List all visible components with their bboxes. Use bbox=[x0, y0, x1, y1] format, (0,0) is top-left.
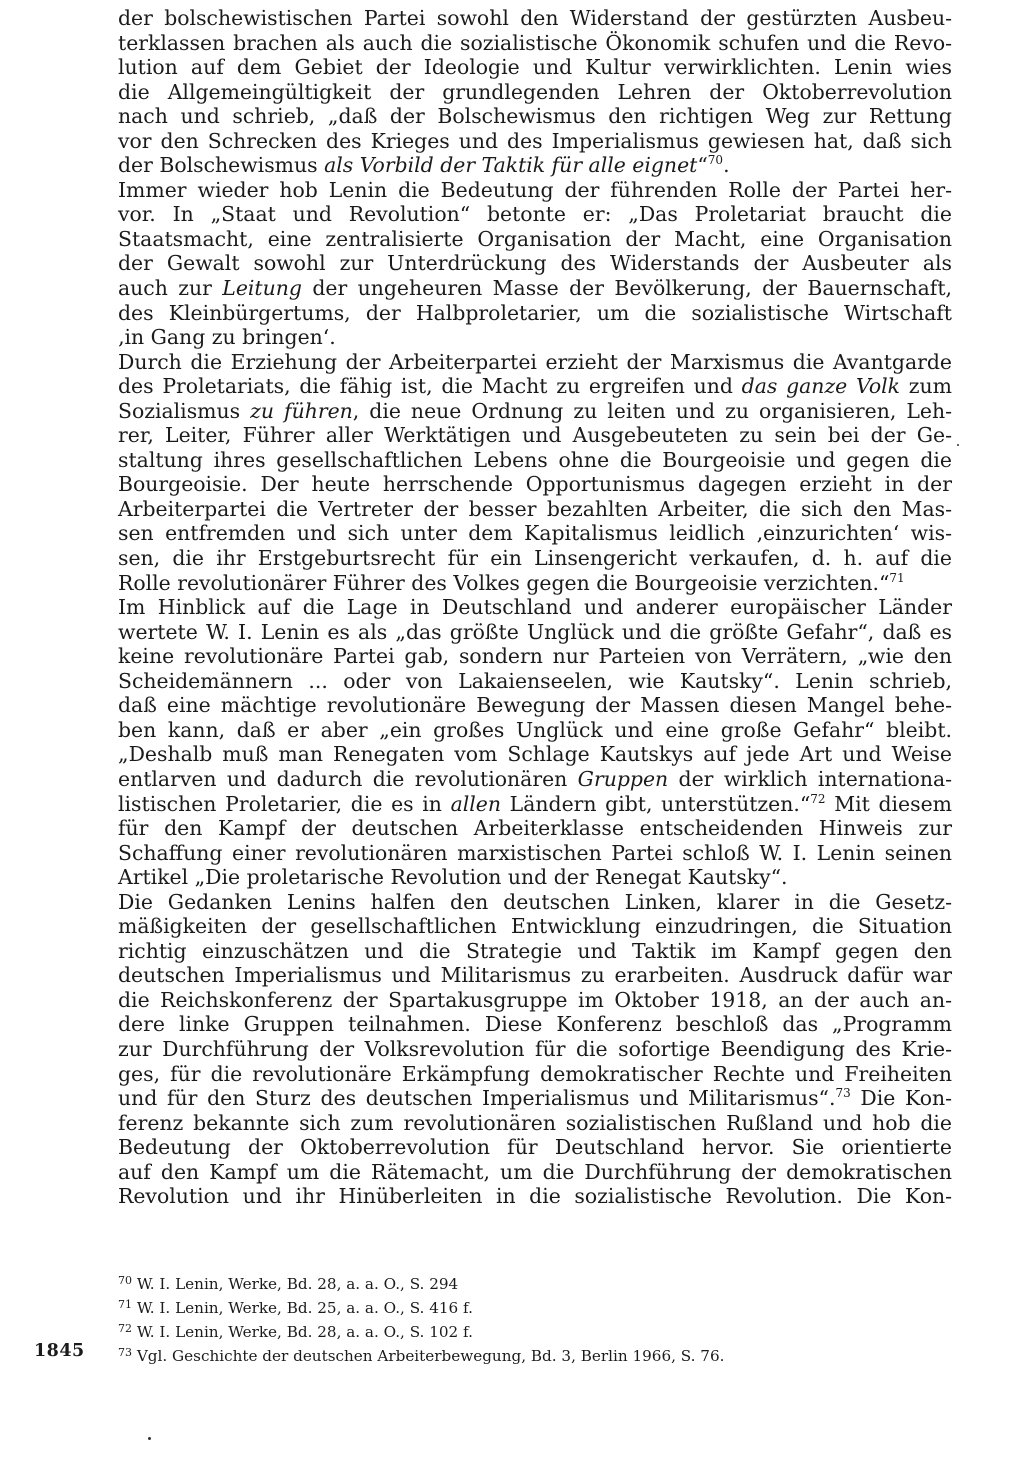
text-line bbox=[118, 571, 952, 596]
footnote-text: W. I. Lenin, Werke, Bd. 28, a. a. O., S. 294 bbox=[136, 1275, 459, 1293]
text-line bbox=[118, 595, 952, 620]
text-line bbox=[118, 620, 952, 645]
text-run: Die Kon- bbox=[850, 1086, 952, 1111]
text-run: vor den Schrecken des Krieges und des Imperialismus gewiesen hat, daß sich bbox=[118, 128, 952, 153]
text-line bbox=[118, 914, 952, 939]
text-line bbox=[118, 792, 952, 817]
footnote-reference: 70 bbox=[707, 153, 724, 168]
text-line bbox=[118, 693, 952, 718]
footnote-number: 71 bbox=[118, 1298, 132, 1311]
page-number: 1845 bbox=[34, 1341, 85, 1361]
text-run: keine revolutionäre Partei gab, sondern nur Parteien von Verrätern, „wie den bbox=[118, 644, 952, 669]
emphasis-text: Gruppen bbox=[577, 766, 669, 791]
text-line bbox=[118, 178, 952, 203]
footnotes bbox=[118, 1272, 958, 1368]
footnote-reference: 73 bbox=[835, 1086, 851, 1101]
emphasis-text: allen bbox=[450, 791, 502, 816]
text-run: vor. In „Staat und Revolution“ betonte er: „Das Proletariat braucht die bbox=[118, 202, 952, 227]
text-run: der Bolschewismus bbox=[118, 153, 325, 178]
text-line bbox=[118, 1111, 952, 1136]
text-run: Im Hinblick auf die Lage in Deutschland und anderer europäischer Länder bbox=[118, 595, 952, 620]
footnote-number: 72 bbox=[118, 1322, 132, 1335]
text-line bbox=[118, 448, 952, 473]
text-run: des Kleinbürgertums, der Halbproletarier, um die sozialistische Wirtschaft bbox=[118, 300, 952, 325]
text-run: ‚in Gang zu bringen‘. bbox=[118, 325, 336, 350]
text-run: deutschen Imperialismus und Militarismus zu erarbeiten. Ausdruck dafür war bbox=[118, 963, 952, 988]
text-run: sen entfremden und sich unter dem Kapitalismus leidlich ‚einzurichten‘ wis- bbox=[118, 521, 952, 546]
text-run: nach und schrieb, „daß der Bolschewismus den richtigen Weg zur Rettung bbox=[118, 104, 952, 129]
text-line bbox=[118, 276, 952, 301]
text-run: mäßigkeiten der gesellschaftlichen Entwicklung einzudringen, die Situation bbox=[118, 914, 952, 939]
text-run: Durch die Erziehung der Arbeiterpartei erzieht der Marxismus die Avantgarde bbox=[118, 349, 952, 374]
text-run: zur Durchführung der Volksrevolution für die sofortige Beendigung des Krie- bbox=[118, 1036, 952, 1061]
text-line bbox=[118, 399, 952, 424]
text-run: des Proletariats, die fähig ist, die Macht zu ergreifen und bbox=[118, 374, 742, 399]
text-line bbox=[118, 31, 952, 56]
text-line bbox=[118, 939, 952, 964]
text-line bbox=[118, 350, 952, 375]
text-run: . bbox=[723, 153, 730, 178]
text-run: der Gewalt sowohl zur Unterdrückung des Widerstands der Ausbeuter als bbox=[118, 251, 952, 276]
text-line bbox=[118, 890, 952, 915]
text-run: auch zur bbox=[118, 276, 223, 301]
text-line bbox=[118, 1037, 952, 1062]
text-run: Sozialismus bbox=[118, 398, 251, 423]
footnote-text: W. I. Lenin, Werke, Bd. 28, a. a. O., S. 102 f. bbox=[136, 1323, 473, 1341]
text-line bbox=[118, 6, 952, 31]
text-line bbox=[118, 497, 952, 522]
text-run: „Deshalb muß man Renegaten vom Schlage Kautskys auf jede Art und Weise bbox=[118, 742, 952, 767]
text-line bbox=[118, 521, 952, 546]
text-run: Ländern gibt, unterstützen.“ bbox=[501, 791, 811, 816]
text-run: ges, für die revolutionäre Erkämpfung demokratischer Rechte und Freiheiten bbox=[118, 1061, 952, 1086]
text-run: Mit diesem bbox=[825, 791, 952, 816]
emphasis-text: zu führen bbox=[250, 398, 353, 423]
footnote-number: 70 bbox=[118, 1274, 132, 1287]
footnote bbox=[118, 1320, 958, 1344]
text-line bbox=[118, 423, 952, 448]
text-run: Rolle revolutionärer Führer des Volkes gegen die Bourgeoisie verzichten.“ bbox=[118, 570, 890, 595]
text-run: ben kann, daß er aber „ein großes Unglück und eine große Gefahr“ bleibt. bbox=[118, 717, 952, 742]
text-run: der bolschewistischen Partei sowohl den Widerstand der gestürzten Ausbeu- bbox=[118, 6, 952, 30]
text-line bbox=[118, 718, 952, 743]
text-line bbox=[118, 1160, 952, 1185]
text-line bbox=[118, 374, 952, 399]
text-line bbox=[118, 767, 952, 792]
text-run: daß eine mächtige revolutionäre Bewegung der Massen diesen Mangel behe- bbox=[118, 693, 952, 718]
text-line bbox=[118, 325, 952, 350]
text-run: listischen Proletarier, die es in bbox=[118, 791, 451, 816]
print-speck bbox=[148, 1437, 151, 1440]
emphasis-text: als Vorbild der Taktik für alle eignet bbox=[324, 153, 698, 178]
text-run: ferenz bekannte sich zum revolutionären sozialistischen Rußland und hob die bbox=[118, 1110, 952, 1135]
text-line bbox=[118, 104, 952, 129]
text-run: staltung ihres gesellschaftlichen Lebens ohne die Bourgeoisie und gegen die bbox=[118, 447, 952, 472]
emphasis-text: das ganze Volk bbox=[741, 374, 901, 399]
text-line bbox=[118, 1184, 952, 1209]
text-run: Staatsmacht, eine zentralisierte Organisation der Macht, eine Organisation bbox=[118, 226, 952, 251]
text-run: der wirklich internationa- bbox=[668, 766, 953, 791]
text-run: zum bbox=[900, 374, 952, 399]
footnote-text: Vgl. Geschichte der deutschen Arbeiterbewegung, Bd. 3, Berlin 1966, S. 76. bbox=[136, 1347, 725, 1365]
text-run: Die Gedanken Lenins halfen den deutschen Linken, klarer in die Gesetz- bbox=[118, 889, 952, 914]
text-run: die Allgemeingültigkeit der grundlegenden Lehren der Oktoberrevolution bbox=[118, 79, 952, 104]
footnote-text: W. I. Lenin, Werke, Bd. 25, a. a. O., S. 416 f. bbox=[136, 1299, 473, 1317]
text-line bbox=[118, 55, 952, 80]
text-run: , die neue Ordnung zu leiten und zu organisieren, Leh- bbox=[352, 398, 952, 423]
text-run: Bedeutung der Oktoberrevolution für Deutschland hervor. Sie orientierte bbox=[118, 1135, 952, 1160]
text-line bbox=[118, 742, 952, 767]
print-speck bbox=[957, 444, 959, 446]
text-line bbox=[118, 227, 952, 252]
text-line bbox=[118, 301, 952, 326]
text-line bbox=[118, 816, 952, 841]
text-run: der ungeheuren Masse der Bevölkerung, der Bauernschaft, bbox=[301, 276, 952, 301]
text-run: richtig einzuschätzen und die Strategie und Taktik im Kampf gegen den bbox=[118, 938, 952, 963]
text-line bbox=[118, 472, 952, 497]
text-run: Scheidemännern ... oder von Lakaienseelen, wie Kautsky“. Lenin schrieb, bbox=[118, 668, 952, 693]
text-run: Bourgeoisie. Der heute herrschende Opportunismus dagegen erzieht in der bbox=[118, 472, 952, 497]
text-run: dere linke Gruppen teilnahmen. Diese Konferenz beschloß das „Programm bbox=[118, 1012, 952, 1037]
text-line bbox=[118, 963, 952, 988]
text-run: rer, Leiter, Führer aller Werktätigen und Ausgebeuteten zu sein bei der Ge- bbox=[118, 423, 952, 448]
emphasis-text: Leitung bbox=[222, 276, 302, 301]
text-line bbox=[118, 129, 952, 154]
text-line bbox=[118, 251, 952, 276]
footnote bbox=[118, 1272, 958, 1296]
text-run: Schaffung einer revolutionären marxistischen Partei schloß W. I. Lenin seinen bbox=[118, 840, 952, 865]
text-line bbox=[118, 865, 952, 890]
text-line bbox=[118, 1012, 952, 1037]
text-run: Immer wieder hob Lenin die Bedeutung der führenden Rolle der Partei her- bbox=[118, 177, 952, 202]
text-run: die Reichskonferenz der Spartakusgruppe im Oktober 1918, an der auch an- bbox=[118, 987, 952, 1012]
footnote-reference: 72 bbox=[810, 791, 826, 806]
body-text bbox=[118, 6, 952, 1209]
text-line bbox=[118, 153, 952, 178]
text-line bbox=[118, 841, 952, 866]
footnote-number: 73 bbox=[118, 1346, 132, 1359]
text-run: wertete W. I. Lenin es als „das größte Unglück und die größte Gefahr“, daß es bbox=[118, 619, 952, 644]
text-run: “ bbox=[697, 153, 708, 178]
text-line bbox=[118, 546, 952, 571]
text-line bbox=[118, 669, 952, 694]
text-run: Arbeiterpartei die Vertreter der besser bezahlten Arbeiter, die sich den Mas- bbox=[118, 496, 952, 521]
text-line bbox=[118, 1135, 952, 1160]
text-line bbox=[118, 202, 952, 227]
text-run: sen, die ihr Erstgeburtsrecht für ein Linsengericht verkaufen, d. h. auf die bbox=[118, 546, 952, 571]
text-run: und für den Sturz des deutschen Imperialismus und Militarismus“. bbox=[118, 1086, 836, 1111]
text-run: auf den Kampf um die Rätemacht, um die Durchführung der demokratischen bbox=[118, 1159, 952, 1184]
text-run: entlarven und dadurch die revolutionären bbox=[118, 766, 578, 791]
text-run: für den Kampf der deutschen Arbeiterklasse entscheidenden Hinweis zur bbox=[118, 816, 952, 841]
text-line bbox=[118, 80, 952, 105]
footnote-reference: 71 bbox=[889, 570, 905, 585]
text-line bbox=[118, 988, 952, 1013]
text-run: lution auf dem Gebiet der Ideologie und Kultur verwirklichten. Lenin wies bbox=[118, 55, 952, 80]
text-line bbox=[118, 1062, 952, 1087]
text-run: Revolution und ihr Hinüberleiten in die sozialistische Revolution. Die Kon- bbox=[118, 1184, 952, 1209]
footnote bbox=[118, 1344, 958, 1368]
text-run: Artikel „Die proletarische Revolution und der Renegat Kautsky“. bbox=[118, 865, 788, 890]
text-line bbox=[118, 1086, 952, 1111]
text-line bbox=[118, 644, 952, 669]
footnote bbox=[118, 1296, 958, 1320]
text-run: terklassen brachen als auch die sozialistische Ökonomik schufen und die Revo- bbox=[118, 30, 952, 55]
